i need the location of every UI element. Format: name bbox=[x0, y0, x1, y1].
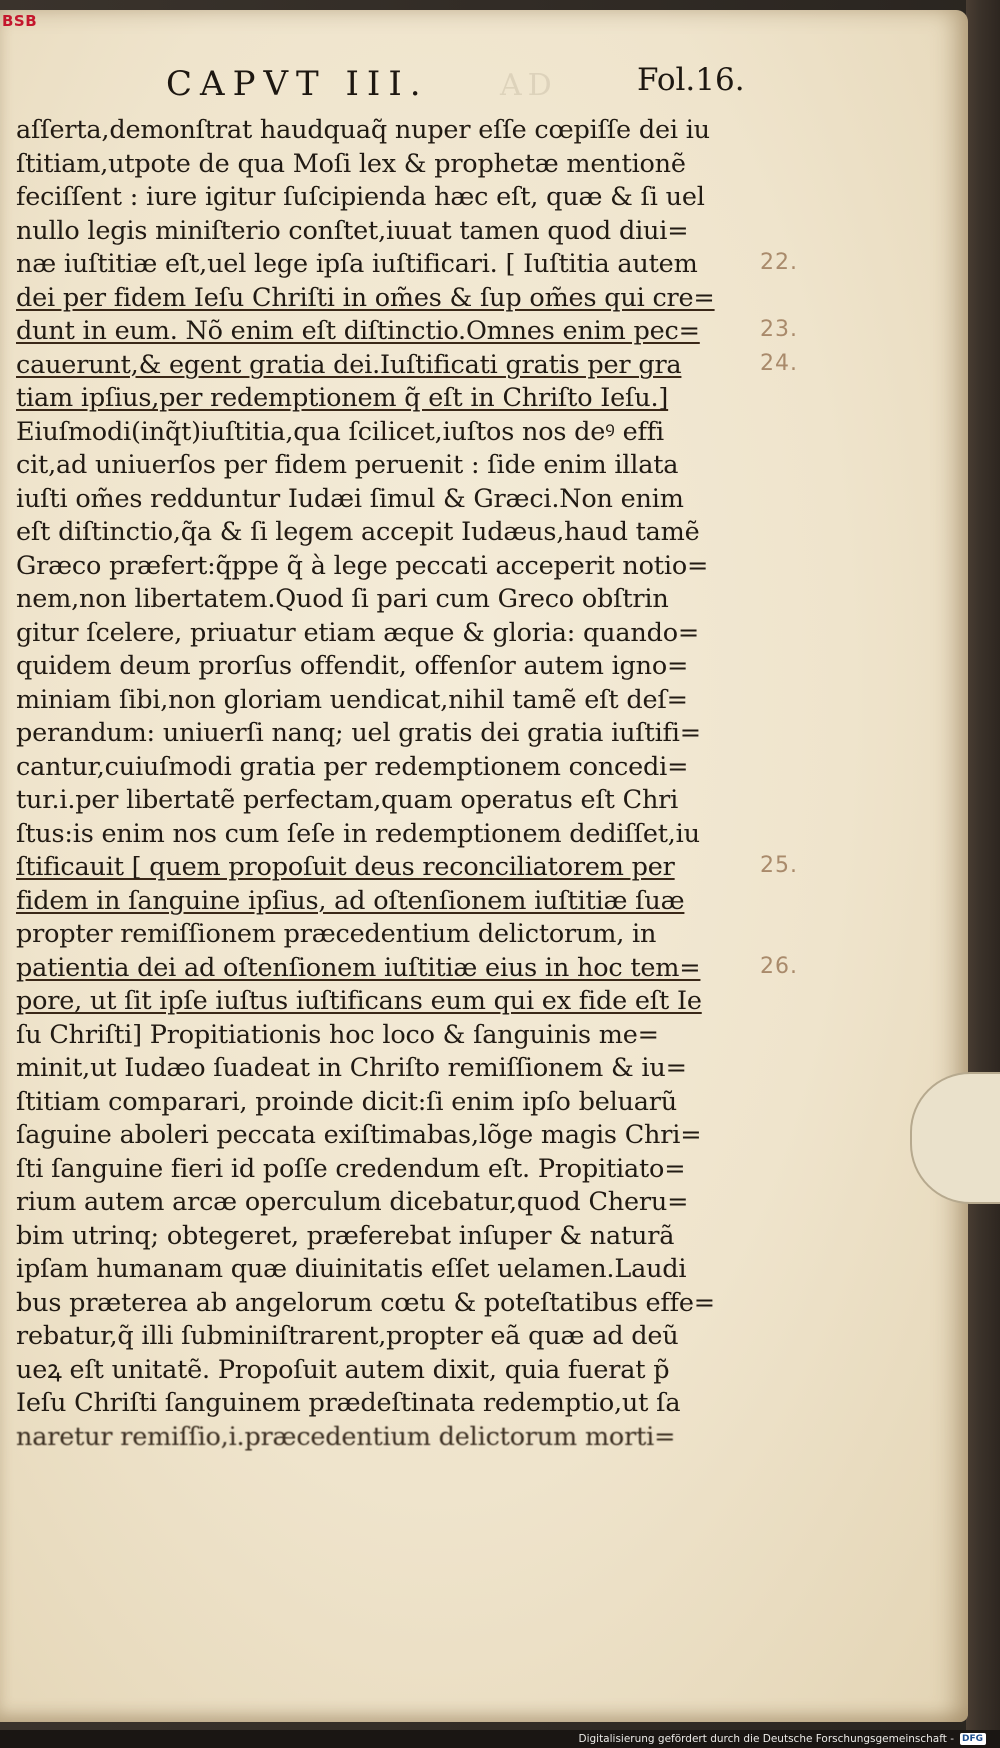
text-line: ſaguine aboleri peccata exiſtimabas,lõge magis Chri= bbox=[16, 1120, 702, 1150]
text-line: rium autem arcæ operculum dicebatur,quod Cheru= bbox=[16, 1187, 689, 1217]
text-line: fidem in ſanguine ipſius, ad oſtenſionem iuſtitiæ ſuæ bbox=[16, 885, 685, 916]
show-through-text: AD bbox=[500, 68, 558, 103]
text-line: propter remiſſionem præcedentium delictorum, in bbox=[16, 919, 657, 949]
dfg-logo bbox=[960, 1733, 986, 1745]
text-line: nem,non libertatem.Quod ſi pari cum Greco obſtrin bbox=[16, 584, 669, 614]
text-line: minit,ut Iudæo ſuadeat in Chriſto remiſſionem & iu= bbox=[16, 1053, 687, 1083]
text-line: Græco præfert:q̃ppe q̃ à lege peccati acceperit notio= bbox=[16, 550, 709, 581]
folio-number: Fol.16. bbox=[637, 62, 745, 98]
library-mark: BSB bbox=[2, 12, 38, 30]
text-line: dei per fidem Ieſu Chriſti in om̃es & ſup om̃es qui cre= bbox=[16, 282, 715, 313]
text-line: ſtus:is enim nos cum ſeſe in redemptionem dediſſet,iu bbox=[16, 818, 700, 849]
book-edge bbox=[966, 0, 1000, 1748]
page-header bbox=[0, 60, 1000, 108]
text-line: nullo legis miniſterio conſtet,iuuat tamen quod diui= bbox=[16, 215, 689, 246]
text-line: cauerunt,& egent gratia dei.Iuſtificati gratis per gra bbox=[16, 349, 682, 380]
body-text bbox=[16, 114, 756, 1454]
margin-verse-number: 24. bbox=[760, 350, 798, 376]
text-line: quidem deum prorſus offendit, offenſor autem igno= bbox=[16, 651, 689, 681]
text-line: gitur ſcelere, priuatur etiam æque & gloria: quando= bbox=[16, 617, 700, 648]
margin-verse-number: 23. bbox=[760, 317, 798, 342]
margin-verse-number: 25. bbox=[760, 853, 798, 878]
text-line: ſti ſanguine fieri id poſſe credendum eſt. Propitiato= bbox=[16, 1153, 686, 1184]
text-line: ſtificauit [ quem propoſuit deus reconciliatorem per bbox=[16, 852, 675, 882]
text-line: bim utrinq; obtegeret, præferebat inſuper & naturã bbox=[16, 1220, 675, 1251]
text-line: cantur,cuiuſmodi gratia per redemptionem concedi= bbox=[16, 751, 689, 782]
text-line: Ieſu Chriſti ſanguinem prædeſtinata redemptio,ut ſa bbox=[16, 1388, 681, 1418]
text-line: pore, ut ſit ipſe iuſtus iuſtificans eum qui ex fide eſt Ie bbox=[16, 986, 702, 1016]
text-line: iuſti om̃es redduntur Iudæi ſimul & Græci.Non enim bbox=[16, 483, 684, 514]
text-line: aſſerta,demonſtrat haudquaq̃ nuper eſſe cœpiſſe dei iu bbox=[16, 115, 710, 145]
text-line: patientia dei ad oſtenſionem iuſtitiæ eius in hoc tem= bbox=[16, 952, 701, 983]
running-head: CAPVT III. bbox=[166, 64, 429, 104]
text-line: ſu Chriſti] Propitiationis hoc loco & ſanguinis me= bbox=[16, 1019, 659, 1050]
margin-verse-number: 26. bbox=[760, 953, 798, 979]
footer-bar bbox=[0, 1730, 1000, 1748]
text-line: dunt in eum. Nõ enim eſt diſtinctio.Omnes enim pec= bbox=[16, 316, 700, 346]
text-line: tur.i.per libertatẽ perfectam,quam operatus eſt Chri bbox=[16, 785, 679, 815]
text-line: bus præterea ab angelorum cœtu & poteſtatibus effe= bbox=[16, 1287, 715, 1318]
text-line: Eiuſmodi(inq̃t)iuſtitia,qua ſcilicet,iuſtos nos deꝰ effi bbox=[16, 416, 664, 447]
text-line: ſtitiam,utpote de qua Moſi lex & prophetæ mentionẽ bbox=[16, 148, 686, 179]
funding-credit: Digitalisierung gefördert durch die Deutsche Forschungsgemeinschaft - bbox=[578, 1733, 954, 1745]
text-line: ueꝝ eſt unitatẽ. Propoſuit autem dixit, quia fuerat p̃ bbox=[16, 1354, 670, 1385]
text-line: feciſſent : iure igitur ſuſcipienda hæc eſt, quæ & ſi uel bbox=[16, 182, 705, 212]
text-line: naretur remiſſio,i.præcedentium delictorum morti= bbox=[16, 1421, 676, 1452]
text-line: næ iuſtitiæ eſt,uel lege ipſa iuſtificari. [ Iuſtitia autem bbox=[16, 249, 698, 279]
text-line: miniam ſibi,non gloriam uendicat,nihil tamẽ eſt deſ= bbox=[16, 684, 688, 715]
margin-verse-number: 22. bbox=[760, 250, 798, 275]
text-line: perandum: uniuerſi nanq; uel gratis dei gratia iuſtifi= bbox=[16, 718, 701, 748]
text-line: ſtitiam comparari, proinde dicit:ſi enim ipſo beluarũ bbox=[16, 1086, 677, 1117]
text-line: cit,ad uniuerſos per fidem peruenit : ſide enim illata bbox=[16, 450, 679, 480]
dfg-logo-text: DFG bbox=[962, 1734, 984, 1744]
text-line: rebatur,q̃ illi ſubminiſtrarent,propter eã quæ ad deũ bbox=[16, 1321, 679, 1351]
text-line: eſt diſtinctio,q̃a & ſi legem accepit Iudæus,haud tamẽ bbox=[16, 517, 700, 547]
text-line: tiam ipſius,per redemptionem q̃ eſt in Chriſto Ieſu.] bbox=[16, 383, 669, 413]
text-line: ipſam humanam quæ diuinitatis eſſet uelamen.Laudi bbox=[16, 1254, 687, 1284]
